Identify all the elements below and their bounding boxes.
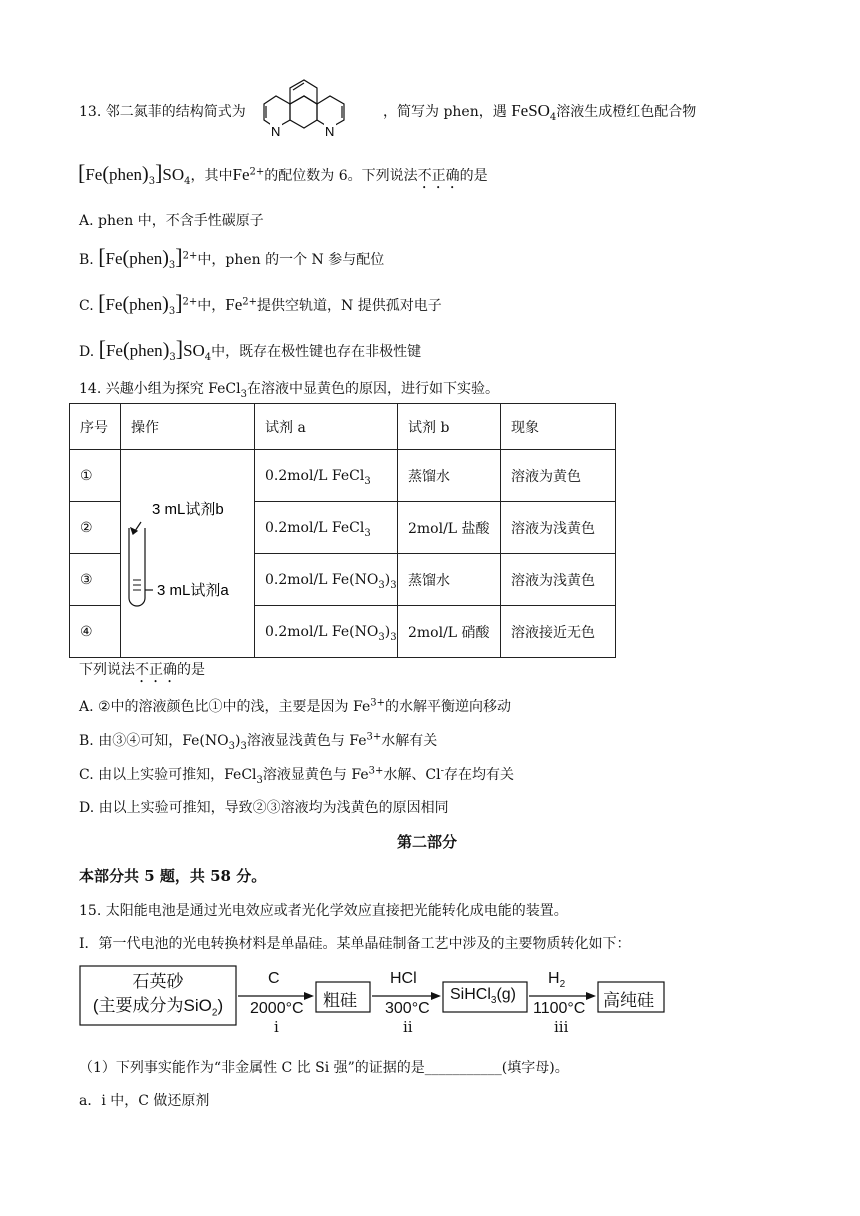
c-phen: phen	[129, 295, 163, 314]
q13-option-d-text: 中，既存在极性键也存在非极性键	[211, 344, 422, 360]
row-phenomenon: 溶液为浅黄色	[501, 502, 616, 554]
feso4-sub: 4	[549, 111, 557, 123]
q13-number-text: 13. 邻二氮菲的结构简式为	[79, 104, 246, 120]
row-reagent-a: 0.2mol/L FeCl$_3$	[255, 450, 398, 502]
q14-stem-tail: 在溶液中显黄色的原因，进行如下实验。	[246, 381, 499, 397]
row-num: ④	[70, 606, 121, 658]
row-reagent-a: 0.2mol/L $Fe(NO_3)_3$	[255, 606, 398, 658]
paren-open: (	[102, 163, 109, 185]
c-fe-ion: Fe	[225, 295, 243, 314]
q13-stem-part2: 溶液生成橙红色配合物	[556, 104, 697, 120]
q15-section1: Ⅰ．第一代电池的光电转换材料是单晶硅。某单晶硅制备工艺中涉及的主要物质转化如下：	[79, 936, 631, 952]
row-phenomenon: 溶液接近无色	[501, 606, 616, 658]
c-sub3: 3	[168, 305, 176, 317]
q14-option-c: C. 由以上实验可推知，FeCl$_3$溶液显黄色与 $Fe^{3+}$水解、Cl-存在均有关	[79, 765, 514, 786]
flow-box-quartz	[80, 970, 236, 1018]
c-charge: 2+	[182, 296, 198, 308]
q13-line2-end: 的是	[459, 168, 488, 184]
arrow3-step: iii	[554, 1018, 569, 1036]
q13-option-d-label: D.	[79, 344, 95, 360]
arrow1-reagent: C	[268, 970, 280, 987]
q13-stem-line1-tail	[383, 101, 696, 121]
d-sub3: 3	[169, 351, 176, 363]
header-reagent-b: 试剂 b	[398, 404, 501, 450]
q13-option-c-label: C.	[79, 298, 94, 314]
bracket-open: [	[78, 160, 86, 185]
b-phen: phen	[129, 249, 163, 268]
d-so4: SO	[183, 341, 205, 360]
paren-close: )	[142, 163, 149, 185]
row-reagent-b: 2mol/L 盐酸	[398, 502, 501, 554]
table-header-row	[70, 404, 616, 450]
header-phenomenon: 现象	[501, 404, 616, 450]
header-num: 序号	[70, 404, 121, 450]
bracket-close: ]	[155, 160, 163, 185]
complex-so4: SO	[162, 165, 185, 184]
quartz-composition: (主要成分为SiO$_2$)	[92, 996, 224, 1019]
flow-box-pure-si: 高纯硅	[603, 991, 654, 1010]
phenanthroline-structure	[254, 74, 380, 146]
c-fe: Fe	[105, 295, 123, 314]
row-reagent-b: 2mol/L 硝酸	[398, 606, 501, 658]
d-phen: phen	[129, 341, 163, 360]
header-reagent-a: 试剂 a	[255, 404, 398, 450]
q15-option-a: a．i 中，C 做还原剂	[79, 1093, 210, 1109]
row-reagent-b: 蒸馏水	[398, 450, 501, 502]
q15-sub1: （1）下列事实能作为“非金属性 C 比 Si 强”的证据的是___________(填字母)。	[79, 1060, 569, 1076]
tube-label-a: 3 mL试剂a	[157, 581, 229, 599]
header-operation: 操作	[121, 404, 255, 450]
row-num: ②	[70, 502, 121, 554]
d-fe: Fe	[105, 341, 123, 360]
row-num: ③	[70, 554, 121, 606]
b-charge: 2+	[182, 250, 198, 262]
experiment-table	[69, 403, 616, 658]
arrow3-reagent: $H_2$	[548, 970, 566, 991]
phen-atom-n1: N	[271, 124, 281, 139]
fe-ion-charge: 2+	[249, 166, 265, 178]
q13-stem-line1	[79, 101, 246, 121]
row-phenomenon: 溶液为浅黄色	[501, 554, 616, 606]
q13-not-correct: 不正确	[417, 168, 460, 184]
c-fe-ion-charge: 2+	[242, 296, 258, 308]
q14-stem-sub: 3	[240, 388, 247, 400]
b-fe: Fe	[105, 249, 123, 268]
q13-option-b-label: B.	[79, 252, 94, 268]
q14-option-a: A. ②中的溶液颜色比①中的浅，主要是因为 $Fe^{3+}$的水解平衡逆向移动	[79, 697, 511, 715]
row-reagent-a: 0.2mol/L FeCl$_3$	[255, 502, 398, 554]
tube-label-b: 3 mL试剂b	[152, 500, 224, 518]
operation-cell	[121, 450, 255, 658]
flow-box-sihcl3: SiHCl$_3$(g)	[450, 986, 517, 1007]
row-num: ①	[70, 450, 121, 502]
b-sub3: 3	[168, 259, 176, 271]
complex-sub3: 3	[148, 175, 156, 187]
complex-so4-sub: 4	[184, 175, 191, 187]
q13-option-b: B. $[Fe(phen)_3]^{2+}$中，phen 的一个 N 参与配位	[79, 244, 385, 271]
row-reagent-b: 蒸馏水	[398, 554, 501, 606]
table-row	[70, 450, 616, 502]
q13-option-a-text: A. phen 中，不含手性碳原子	[79, 213, 264, 229]
arrow2-temp: 300°C	[385, 1000, 430, 1017]
q14-option-b: B. 由③④可知，$Fe(NO_3)_3$溶液显浅黄色与 $Fe^{3+}$水解有关	[79, 731, 438, 752]
q13-line2-tail: 的配位数为 6。下列说法	[264, 168, 418, 184]
q13-option-b-text: 中，phen 的一个 N 参与配位	[197, 252, 385, 268]
q13-line2-mid: ，其中	[190, 168, 233, 184]
row-phenomenon: 溶液为黄色	[501, 450, 616, 502]
feso4-formula: FeSO	[511, 101, 550, 120]
q14-follow-text: 下列说法	[79, 662, 135, 678]
test-tube-diagram	[121, 452, 254, 656]
q13-option-c: C. $[Fe(phen)_3]^{2+}$中，$Fe^{2+}$提供空轨道，N 提供孤对电子	[79, 290, 442, 317]
q13-stem-part: ，简写为 phen，遇	[383, 104, 507, 120]
q13-option-c-text: 提供空轨道，N 提供孤对电子	[257, 298, 442, 314]
q14-follow-end: 的是	[177, 662, 205, 678]
q14-stem	[79, 378, 499, 398]
complex-phen: phen	[109, 165, 143, 184]
c-mid: 中，	[197, 298, 226, 314]
complex-fe: Fe	[85, 165, 103, 184]
arrow1-step: i	[274, 1018, 279, 1036]
flow-box-crude-si: 粗硅	[323, 991, 357, 1010]
q15-stem: 15. 太阳能电池是通过光电效应或者光化学效应直接把光能转化成电能的装置。	[79, 903, 568, 919]
q14-stem-text: 14. 兴趣小组为探究 FeCl	[79, 381, 241, 397]
arrow3-temp: 1100°C	[533, 1000, 586, 1017]
arrow2-step: ii	[403, 1018, 413, 1036]
phen-atom-n2: N	[325, 124, 335, 139]
d-so4-sub: 4	[204, 351, 212, 363]
fe-ion: Fe	[232, 165, 250, 184]
row-reagent-a: 0.2mol/L $Fe(NO_3)_3$	[255, 554, 398, 606]
part2-intro: 本部分共 5 题，共 58 分。	[79, 867, 267, 885]
q14-option-d: D. 由以上实验可推知，导致②③溶液均为浅黄色的原因相同	[79, 800, 449, 816]
q13-option-a	[79, 210, 264, 230]
process-flow-diagram	[78, 962, 668, 1042]
q14-not-correct: 不正确	[135, 662, 177, 678]
arrow2-reagent: HCl	[390, 970, 417, 987]
q13-option-d: D. $[Fe(phen)_3]SO_4$中，既存在极性键也存在非极性键	[79, 336, 422, 363]
part2-title: 第二部分	[397, 833, 458, 851]
arrow1-temp: 2000°C	[250, 1000, 304, 1017]
quartz-label: 石英砂	[132, 972, 184, 991]
q13-stem-line2	[78, 160, 488, 192]
q14-follow	[79, 659, 205, 686]
